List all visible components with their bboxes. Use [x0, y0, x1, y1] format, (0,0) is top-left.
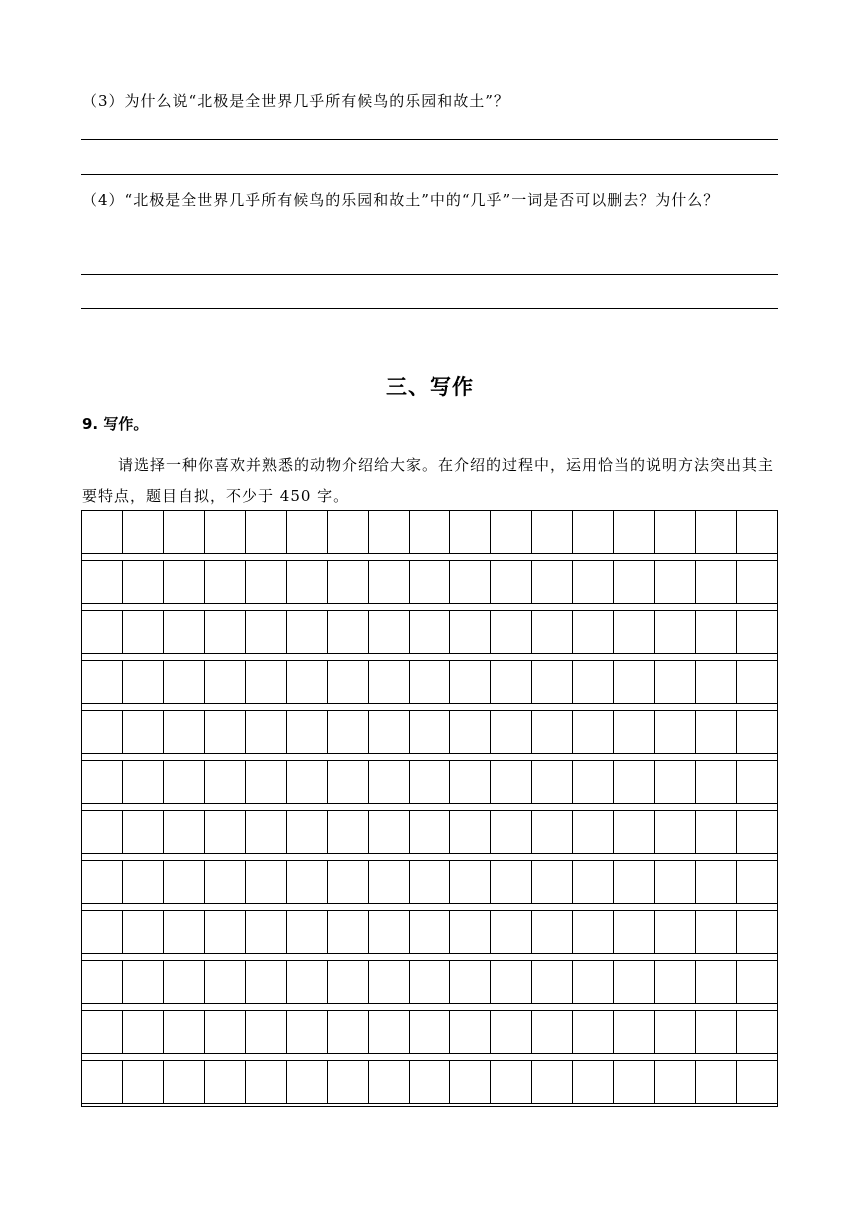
grid-cell[interactable]	[369, 861, 410, 903]
grid-cell[interactable]	[573, 961, 614, 1003]
grid-row-top-line	[82, 560, 777, 561]
grid-cell[interactable]	[737, 861, 777, 903]
grid-cell[interactable]	[369, 561, 410, 603]
grid-cell[interactable]	[614, 911, 655, 953]
grid-cell[interactable]	[123, 761, 164, 803]
grid-cell[interactable]	[369, 611, 410, 653]
grid-cell[interactable]	[410, 961, 451, 1003]
grid-cell[interactable]	[123, 611, 164, 653]
grid-cell[interactable]	[410, 711, 451, 753]
grid-row-top-line	[82, 710, 777, 711]
grid-cell[interactable]	[573, 711, 614, 753]
grid-row-top-line	[82, 910, 777, 911]
grid-cell[interactable]	[246, 561, 287, 603]
grid-row	[82, 561, 777, 604]
grid-row	[82, 661, 777, 704]
grid-cell[interactable]	[82, 561, 123, 603]
grid-cell[interactable]	[450, 711, 491, 753]
grid-cell[interactable]	[205, 811, 246, 853]
grid-cell[interactable]	[410, 1061, 451, 1103]
grid-cell[interactable]	[614, 511, 655, 553]
grid-cell[interactable]	[82, 661, 123, 703]
grid-cell[interactable]	[491, 1011, 532, 1053]
grid-cell[interactable]	[655, 661, 696, 703]
grid-row	[82, 511, 777, 554]
grid-cell[interactable]	[737, 911, 777, 953]
grid-cell[interactable]	[328, 1011, 369, 1053]
grid-cell[interactable]	[164, 911, 205, 953]
grid-cell[interactable]	[573, 811, 614, 853]
grid-cell[interactable]	[532, 961, 573, 1003]
grid-cell[interactable]	[614, 1061, 655, 1103]
grid-row-top-line	[82, 810, 777, 811]
grid-row	[82, 861, 777, 904]
grid-cell[interactable]	[532, 661, 573, 703]
grid-row-top-line	[82, 1060, 777, 1061]
grid-cell[interactable]	[696, 711, 737, 753]
grid-cell[interactable]	[737, 611, 777, 653]
grid-cell[interactable]	[532, 1061, 573, 1103]
grid-cell[interactable]	[573, 761, 614, 803]
grid-cell[interactable]	[696, 811, 737, 853]
grid-cell[interactable]	[614, 611, 655, 653]
grid-cell[interactable]	[123, 911, 164, 953]
grid-cell[interactable]	[328, 511, 369, 553]
grid-cell[interactable]	[246, 1061, 287, 1103]
grid-cell[interactable]	[696, 661, 737, 703]
grid-cell[interactable]	[164, 961, 205, 1003]
grid-cell[interactable]	[328, 761, 369, 803]
grid-cell[interactable]	[205, 761, 246, 803]
section-title: 三、写作	[386, 375, 474, 399]
grid-cell[interactable]	[287, 561, 328, 603]
grid-cell[interactable]	[450, 811, 491, 853]
grid-row-top-line	[82, 1010, 777, 1011]
answer-line[interactable]	[81, 139, 778, 140]
answer-line[interactable]	[81, 274, 778, 275]
grid-cell[interactable]	[82, 711, 123, 753]
grid-cell[interactable]	[82, 511, 123, 553]
grid-cell[interactable]	[328, 861, 369, 903]
grid-cell[interactable]	[369, 661, 410, 703]
grid-cell[interactable]	[696, 511, 737, 553]
grid-cell[interactable]	[532, 811, 573, 853]
grid-cell[interactable]	[573, 911, 614, 953]
grid-cell[interactable]	[164, 561, 205, 603]
grid-cell[interactable]	[450, 911, 491, 953]
grid-cell[interactable]	[123, 711, 164, 753]
grid-cell[interactable]	[328, 711, 369, 753]
grid-cell[interactable]	[655, 761, 696, 803]
grid-cell[interactable]	[737, 761, 777, 803]
grid-cell[interactable]	[205, 511, 246, 553]
grid-cell[interactable]	[450, 761, 491, 803]
grid-cell[interactable]	[287, 1061, 328, 1103]
grid-row-top-line	[82, 610, 777, 611]
grid-cell[interactable]	[532, 611, 573, 653]
grid-cell[interactable]	[573, 611, 614, 653]
grid-cell[interactable]	[164, 811, 205, 853]
grid-cell[interactable]	[410, 611, 451, 653]
grid-cell[interactable]	[655, 1011, 696, 1053]
grid-cell[interactable]	[164, 761, 205, 803]
grid-cell[interactable]	[410, 561, 451, 603]
grid-cell[interactable]	[614, 761, 655, 803]
question-4: （4）“北极是全世界几乎所有候鸟的乐园和故土”中的“几乎”一词是否可以删去？为什么？	[82, 191, 720, 209]
grid-cell[interactable]	[246, 811, 287, 853]
grid-row-top-line	[82, 760, 777, 761]
grid-cell[interactable]	[450, 861, 491, 903]
grid-cell[interactable]	[328, 661, 369, 703]
grid-cell[interactable]	[287, 911, 328, 953]
grid-cell[interactable]	[532, 711, 573, 753]
grid-cell[interactable]	[287, 511, 328, 553]
grid-cell[interactable]	[737, 711, 777, 753]
grid-cell[interactable]	[328, 961, 369, 1003]
grid-cell[interactable]	[205, 911, 246, 953]
grid-cell[interactable]	[614, 561, 655, 603]
grid-cell[interactable]	[287, 1011, 328, 1053]
grid-cell[interactable]	[246, 661, 287, 703]
grid-cell[interactable]	[614, 811, 655, 853]
grid-cell[interactable]	[655, 911, 696, 953]
grid-cell[interactable]	[655, 961, 696, 1003]
grid-cell[interactable]	[164, 661, 205, 703]
grid-cell[interactable]	[246, 861, 287, 903]
grid-cell[interactable]	[287, 811, 328, 853]
grid-cell[interactable]	[491, 911, 532, 953]
grid-cell[interactable]	[655, 561, 696, 603]
grid-cell[interactable]	[655, 511, 696, 553]
grid-cell[interactable]	[655, 611, 696, 653]
grid-cell[interactable]	[614, 711, 655, 753]
grid-cell[interactable]	[532, 1011, 573, 1053]
grid-row-top-line	[82, 960, 777, 961]
grid-cell[interactable]	[737, 561, 777, 603]
writing-prompt: 请选择一种你喜欢并熟悉的动物介绍给大家。在介绍的过程中，运用恰当的说明方法突出其主要特点，题目自拟，不少于 450 字。	[82, 456, 775, 505]
grid-cell[interactable]	[450, 511, 491, 553]
grid-cell[interactable]	[123, 561, 164, 603]
grid-cell[interactable]	[164, 611, 205, 653]
grid-cell[interactable]	[532, 911, 573, 953]
grid-cell[interactable]	[737, 661, 777, 703]
grid-cell[interactable]	[246, 511, 287, 553]
grid-cell[interactable]	[410, 661, 451, 703]
grid-cell[interactable]	[287, 861, 328, 903]
grid-cell[interactable]	[82, 911, 123, 953]
grid-cell[interactable]	[246, 761, 287, 803]
grid-cell[interactable]	[410, 761, 451, 803]
grid-cell[interactable]	[164, 861, 205, 903]
grid-cell[interactable]	[287, 711, 328, 753]
grid-cell[interactable]	[410, 1011, 451, 1053]
grid-cell[interactable]	[532, 561, 573, 603]
grid-cell[interactable]	[123, 1011, 164, 1053]
grid-cell[interactable]	[491, 711, 532, 753]
grid-cell[interactable]	[491, 561, 532, 603]
grid-cell[interactable]	[369, 761, 410, 803]
grid-cell[interactable]	[164, 1061, 205, 1103]
question-3: （3）为什么说“北极是全世界几乎所有候鸟的乐园和故土”？	[82, 92, 510, 110]
grid-cell[interactable]	[205, 1061, 246, 1103]
grid-row	[82, 961, 777, 1004]
grid-row	[82, 911, 777, 954]
grid-cell[interactable]	[532, 511, 573, 553]
grid-cell[interactable]	[573, 561, 614, 603]
grid-cell[interactable]	[450, 1061, 491, 1103]
grid-cell[interactable]	[82, 761, 123, 803]
grid-cell[interactable]	[573, 661, 614, 703]
grid-cell[interactable]	[614, 861, 655, 903]
grid-cell[interactable]	[532, 761, 573, 803]
grid-cell[interactable]	[328, 1061, 369, 1103]
grid-cell[interactable]	[450, 611, 491, 653]
grid-cell[interactable]	[82, 1011, 123, 1053]
grid-cell[interactable]	[696, 761, 737, 803]
grid-cell[interactable]	[246, 961, 287, 1003]
grid-cell[interactable]	[82, 861, 123, 903]
grid-cell[interactable]	[410, 811, 451, 853]
grid-cell[interactable]	[369, 961, 410, 1003]
grid-cell[interactable]	[328, 811, 369, 853]
grid-cell[interactable]	[491, 511, 532, 553]
grid-cell[interactable]	[82, 611, 123, 653]
grid-row	[82, 761, 777, 804]
grid-cell[interactable]	[205, 1011, 246, 1053]
grid-cell[interactable]	[655, 811, 696, 853]
grid-cell[interactable]	[369, 1061, 410, 1103]
writing-grid[interactable]	[81, 510, 778, 1107]
grid-cell[interactable]	[491, 661, 532, 703]
grid-cell[interactable]	[655, 711, 696, 753]
grid-cell[interactable]	[205, 611, 246, 653]
grid-cell[interactable]	[123, 1061, 164, 1103]
grid-cell[interactable]	[696, 961, 737, 1003]
grid-cell[interactable]	[287, 961, 328, 1003]
grid-cell[interactable]	[532, 861, 573, 903]
grid-cell[interactable]	[737, 511, 777, 553]
grid-cell[interactable]	[573, 511, 614, 553]
grid-cell[interactable]	[205, 961, 246, 1003]
grid-cell[interactable]	[287, 661, 328, 703]
grid-cell[interactable]	[491, 611, 532, 653]
question-9-label: 9. 写作。	[82, 415, 149, 433]
grid-cell[interactable]	[123, 661, 164, 703]
grid-cell[interactable]	[246, 1011, 287, 1053]
grid-cell[interactable]	[696, 911, 737, 953]
grid-cell[interactable]	[450, 1011, 491, 1053]
grid-cell[interactable]	[328, 911, 369, 953]
grid-row	[82, 811, 777, 854]
grid-row	[82, 1011, 777, 1054]
grid-row	[82, 711, 777, 754]
grid-cell[interactable]	[246, 611, 287, 653]
grid-cell[interactable]	[369, 1011, 410, 1053]
grid-cell[interactable]	[205, 711, 246, 753]
grid-cell[interactable]	[82, 811, 123, 853]
grid-cell[interactable]	[205, 561, 246, 603]
grid-cell[interactable]	[369, 911, 410, 953]
grid-cell[interactable]	[450, 661, 491, 703]
grid-cell[interactable]	[696, 611, 737, 653]
grid-cell[interactable]	[164, 711, 205, 753]
grid-cell[interactable]	[123, 861, 164, 903]
grid-cell[interactable]	[123, 811, 164, 853]
grid-cell[interactable]	[410, 911, 451, 953]
grid-cell[interactable]	[491, 1061, 532, 1103]
grid-cell[interactable]	[491, 811, 532, 853]
grid-cell[interactable]	[328, 561, 369, 603]
grid-cell[interactable]	[614, 661, 655, 703]
grid-cell[interactable]	[164, 1011, 205, 1053]
grid-cell[interactable]	[696, 861, 737, 903]
grid-cell[interactable]	[573, 1011, 614, 1053]
grid-cell[interactable]	[450, 561, 491, 603]
grid-cell[interactable]	[491, 861, 532, 903]
grid-cell[interactable]	[123, 961, 164, 1003]
grid-cell[interactable]	[655, 1061, 696, 1103]
grid-cell[interactable]	[369, 811, 410, 853]
answer-line[interactable]	[81, 174, 778, 175]
grid-cell[interactable]	[328, 611, 369, 653]
grid-cell[interactable]	[737, 1011, 777, 1053]
grid-row-top-line	[82, 660, 777, 661]
grid-cell[interactable]	[246, 711, 287, 753]
grid-cell[interactable]	[205, 861, 246, 903]
grid-row	[82, 1061, 777, 1104]
grid-cell[interactable]	[737, 961, 777, 1003]
grid-cell[interactable]	[696, 561, 737, 603]
grid-cell[interactable]	[696, 1011, 737, 1053]
grid-cell[interactable]	[410, 511, 451, 553]
grid-cell[interactable]	[369, 711, 410, 753]
grid-cell[interactable]	[491, 761, 532, 803]
grid-cell[interactable]	[450, 961, 491, 1003]
grid-cell[interactable]	[287, 761, 328, 803]
grid-cell[interactable]	[614, 1011, 655, 1053]
grid-cell[interactable]	[410, 861, 451, 903]
grid-cell[interactable]	[491, 961, 532, 1003]
grid-cell[interactable]	[205, 661, 246, 703]
grid-cell[interactable]	[573, 861, 614, 903]
grid-cell[interactable]	[696, 1061, 737, 1103]
grid-row	[82, 611, 777, 654]
grid-cell[interactable]	[164, 511, 205, 553]
grid-row-top-line	[82, 860, 777, 861]
answer-line[interactable]	[81, 308, 778, 309]
grid-cell[interactable]	[655, 861, 696, 903]
grid-cell[interactable]	[737, 811, 777, 853]
grid-cell[interactable]	[287, 611, 328, 653]
grid-cell[interactable]	[246, 911, 287, 953]
grid-cell[interactable]	[369, 511, 410, 553]
grid-cell[interactable]	[123, 511, 164, 553]
grid-cell[interactable]	[82, 961, 123, 1003]
grid-cell[interactable]	[82, 1061, 123, 1103]
grid-cell[interactable]	[573, 1061, 614, 1103]
grid-cell[interactable]	[737, 1061, 777, 1103]
grid-cell[interactable]	[614, 961, 655, 1003]
